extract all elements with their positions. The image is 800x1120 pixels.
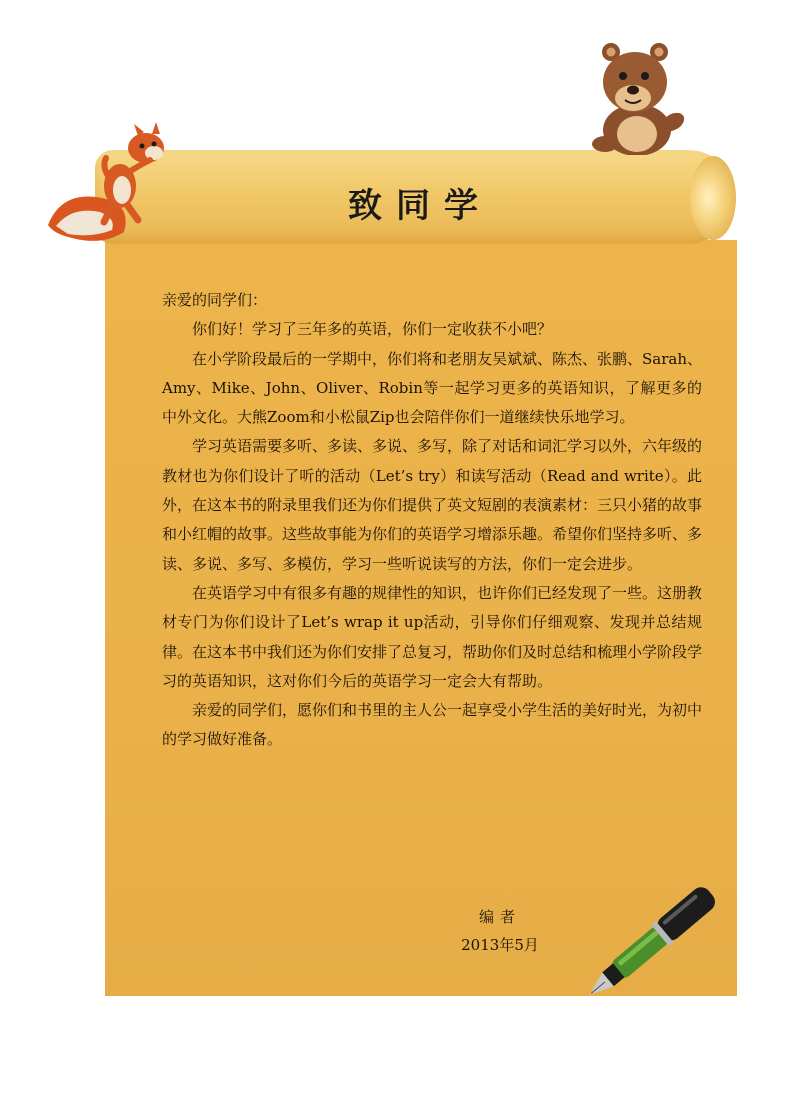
letter-body: [162, 286, 702, 755]
salutation: 亲爱的同学们：: [162, 291, 268, 309]
scroll-curl: [690, 156, 736, 240]
squirrel-illustration: [42, 120, 177, 245]
page-title: 致同学: [348, 186, 492, 226]
bear-illustration: [585, 40, 695, 155]
letter-paragraph: 在英语学习中有很多有趣的规律性的知识，也许你们已经发现了一些。这册教材专门为你们设计了Let’s wrap it up活动，引导你们仔细观察、发现并总结规律。在这本书中我们还为你们安排了总复习，帮助你们及时总结和梳理小学阶段学习的英语知识，这对你们今后的英语学习一定会大有帮助。: [162, 583, 703, 690]
signature-date: 2013年5月: [461, 936, 539, 954]
fountain-pen-illustration: [575, 865, 745, 1010]
letter-paragraph: 学习英语需要多听、多读、多说、多写，除了对话和词汇学习以外，六年级的教材也为你们设计了听的活动（Let’s try）和读写活动（Read and write）。此外，在这本书的附录里我们还为你们提供了英文短剧的表演素材：三只小猪的故事和小红帽的故事。这些故事能为你们的英语学习增添乐趣。希望你们坚持多听、多读、多说、多写、多模仿，学习一些听说读写的方法，你们一定会进步。: [162, 437, 703, 573]
letter-paragraph: 你们好！学习了三年多的英语，你们一定收获不小吧？: [192, 320, 553, 339]
letter-paragraph: 亲爱的同学们，愿你们和书里的主人公一起享受小学生活的美好时光，为初中的学习做好准备。: [162, 701, 703, 749]
signature-editor: 编者: [478, 908, 521, 926]
letter-paragraph: 在小学阶段最后的一学期中，你们将和老朋友吴斌斌、陈杰、张鹏、Sarah、Amy、Mike、John、Oliver、Robin等一起学习更多的英语知识，了解更多的中外文化。大熊Zoom和小松鼠Zip也会陪伴你们一道继续快乐地学习。: [162, 349, 702, 427]
